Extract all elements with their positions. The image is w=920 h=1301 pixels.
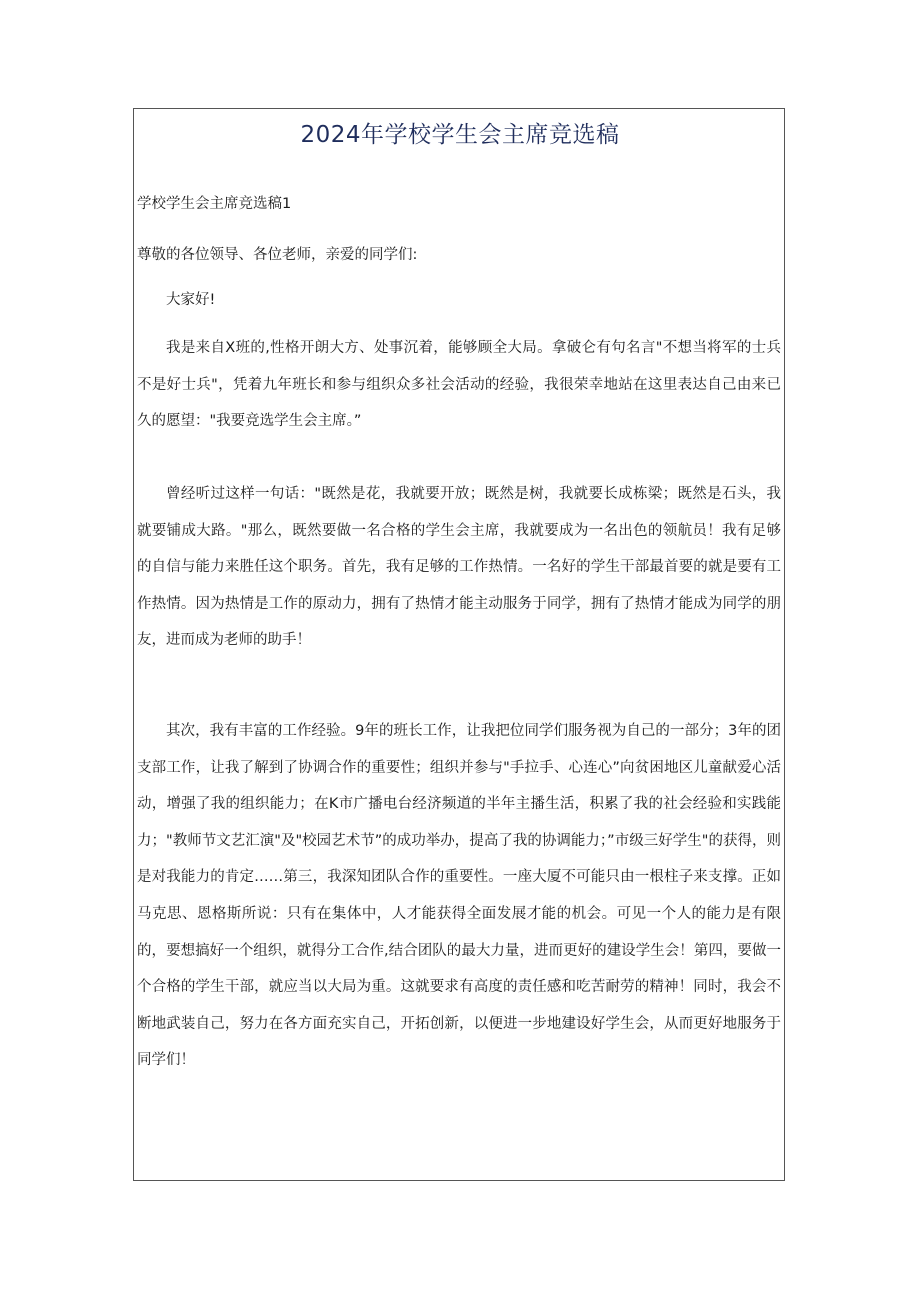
salutation: 尊敬的各位领导、各位老师，亲爱的同学们:: [137, 247, 418, 263]
document-title: 2024年学校学生会主席竞选稿: [300, 122, 620, 148]
paragraph-greeting: 大家好!: [166, 292, 216, 308]
paragraph-introduction: 我是来自X班的,性格开朗大方、处事沉着，能够顾全大局。拿破仑有句名言"不想当将军的士兵不是好士兵"，凭着九年班长和参与组织众多社会活动的经验，我很荣幸地站在这里表达自己由来已久的愿望："我要竞选学生会主席。”: [137, 340, 781, 430]
paragraph-motivation: 曾经听过这样一句话："既然是花，我就要开放；既然是树，我就要长成栋梁；既然是石头，我就要铺成大路。"那么，既然要做一名合格的学生会主席，我就要成为一名出色的领航员！我有足够的自信与能力来胜任这个职务。首先，我有足够的工作热情。一名好的学生干部最首要的就是要有工作热情。因为热情是工作的原动力，拥有了热情才能主动服务于同学，拥有了热情才能成为同学的朋友，进而成为老师的助手！: [137, 486, 781, 649]
paragraph-experience: 其次，我有丰富的工作经验。9年的班长工作，让我把位同学们服务视为自己的一部分；3年的团支部工作，让我了解到了协调合作的重要性；组织并参与"手拉手、心连心”向贫困地区儿童献爱心活动，增强了我的组织能力；在K市广播电台经济频道的半年主播生活，积累了我的社会经验和实践能力；"教师节文艺汇演"及"校园艺术节”的成功举办，提高了我的协调能力；”市级三好学生"的获得，则是对我能力的肯定……第三，我深知团队合作的重要性。一座大厦不可能只由一根柱子来支撑。正如马克思、恩格斯所说：只有在集体中，人才能获得全面发展才能的机会。可见一个人的能力是有限的，要想搞好一个组织，就得分工合作,结合团队的最大力量，进而更好的建设学生会！第四，要做一个合格的学生干部，就应当以大局为重。这就要求有高度的责任感和吃苦耐劳的精神！同时，我会不断地武装自己，努力在各方面充实自己，开拓创新，以便进一步地建设好学生会，从而更好地服务于同学们！: [137, 723, 781, 1069]
document-subtitle: 学校学生会主席竞选稿1: [137, 196, 292, 212]
